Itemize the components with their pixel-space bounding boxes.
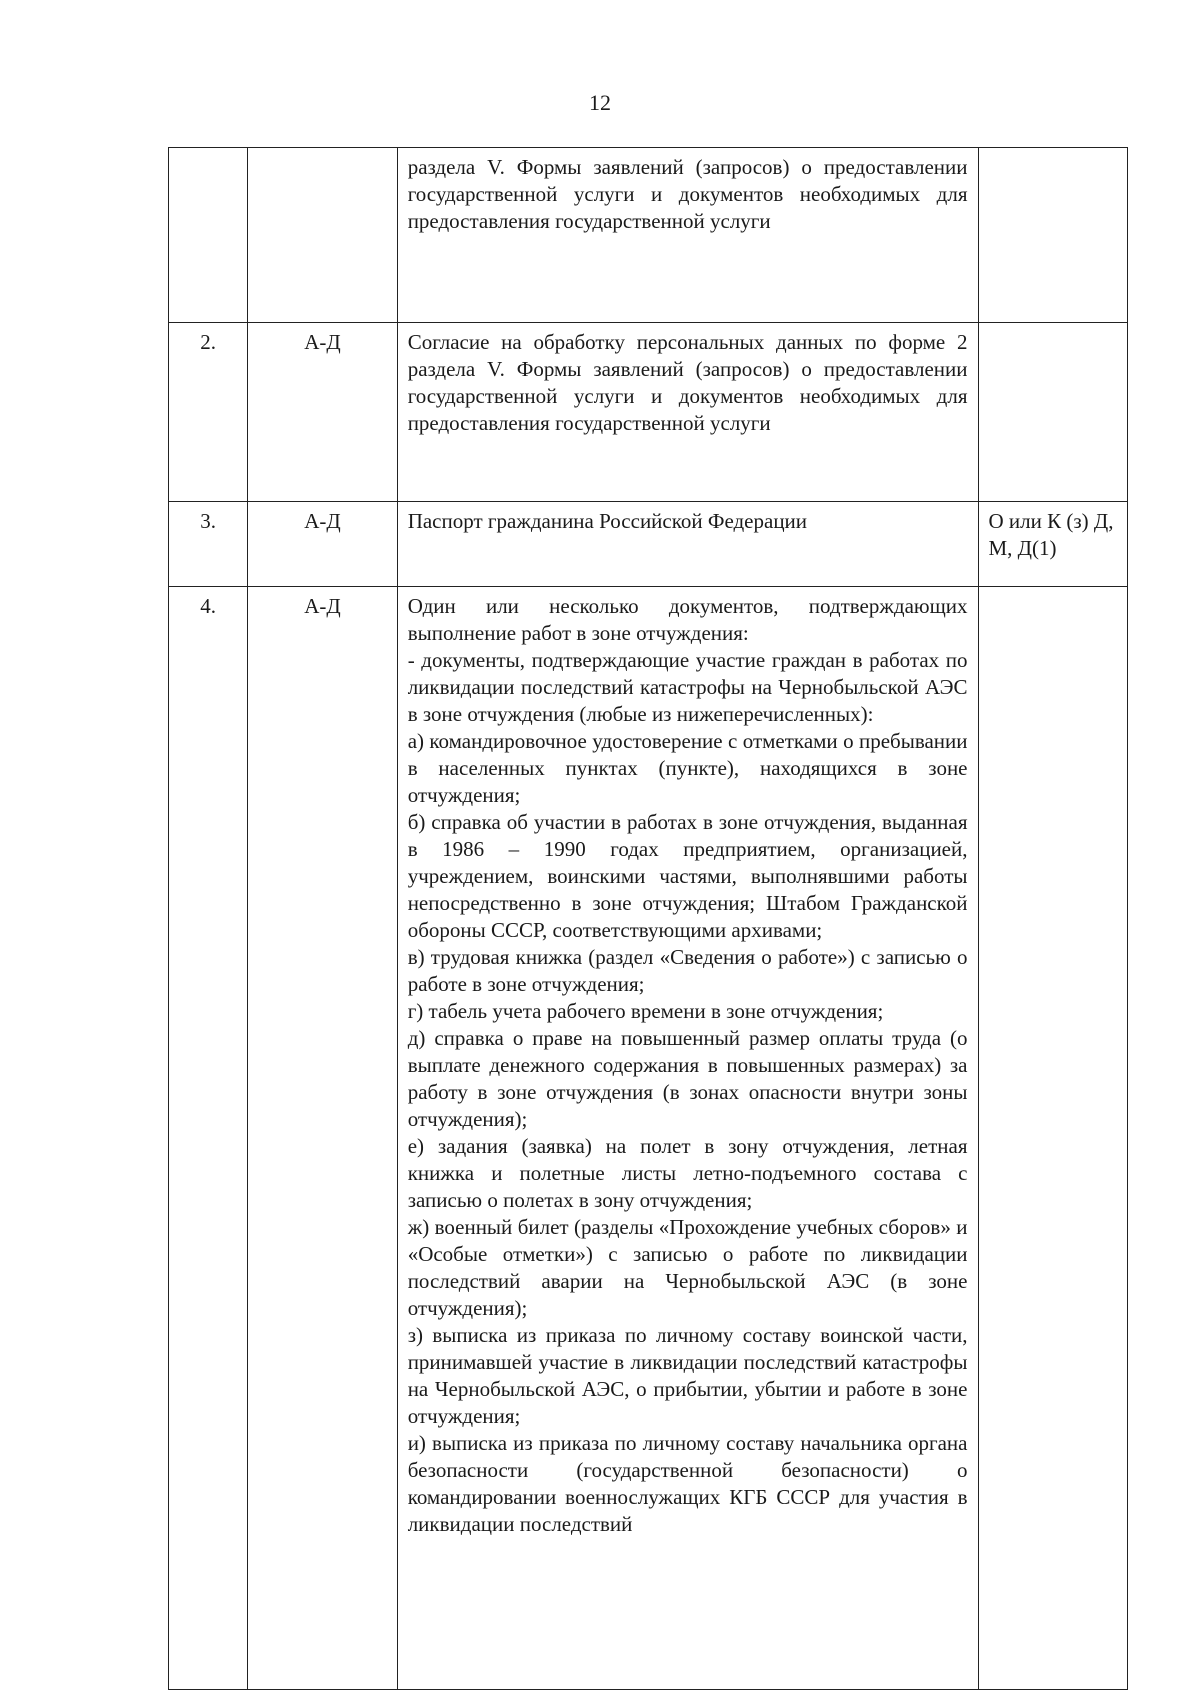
row-code: А-Д [248,323,397,502]
row-paragraph: - документы, подтверждающие участие граждан в работах по ликвидации последствий катастрофы на Чернобыльской АЭС в зоне отчуждения (любые из нижеперечисленных): [407,648,968,726]
table-row [169,587,1128,1690]
row-number: 4. [169,587,248,1690]
row-number: 3. [169,502,248,587]
table-row [169,502,1128,587]
row-document-text [397,587,978,1690]
row-paragraph: в) трудовая книжка (раздел «Сведения о работе») с записью о работе в зоне отчуждения; [407,945,968,996]
page-number: 12 [589,90,611,115]
row-number: 2. [169,323,248,502]
table-row [169,148,1128,323]
row-document-text [397,323,978,502]
row-paragraph: ж) военный билет (разделы «Прохождение учебных сборов» и «Особые отметки») с записью о работе по ликвидации последствий аварии на Чернобыльской АЭС (в зоне отчуждения); [407,1215,968,1320]
row-paragraph: и) выписка из приказа по личному составу начальника органа безопасности (государственной безопасности) о командировании военнослужащих КГБ СССР для участия в ликвидации последствий [407,1431,968,1536]
row-form: О или К (з) Д, М, Д(1) [978,502,1128,587]
row-document-text [397,502,978,587]
row-code: А-Д [248,587,397,1690]
row-paragraph: Согласие на обработку персональных данных по форме 2 раздела V. Формы заявлений (запросов) о предоставлении государственной услуги и документов необходимых для предоставления государственной услуги [407,330,968,435]
row-paragraph: б) справка об участии в работах в зоне отчуждения, выданная в 1986 – 1990 годах предприятием, организацией, учреждением, воинскими частями, выполнявшими работы непосредственно в зоне отчуждения; Штабом Гражданской обороны СССР, соответствующими архивами; [407,810,968,942]
row-form [978,587,1128,1690]
row-paragraph: Один или несколько документов, подтверждающих выполнение работ в зоне отчуждения: [407,594,968,645]
row-paragraph: раздела V. Формы заявлений (запросов) о предоставлении государственной услуги и документов необходимых для предоставления государственной услуги [407,155,968,233]
row-paragraph: з) выписка из приказа по личному составу воинской части, принимавшей участие в ликвидации последствий катастрофы на Чернобыльской АЭС, о прибытии, убытии и работе в зоне отчуждения; [407,1323,968,1428]
row-form [978,148,1128,323]
row-code [248,148,397,323]
table-row [169,323,1128,502]
row-paragraph: е) задания (заявка) на полет в зону отчуждения, летная книжка и полетные листы летно-подъемного состава с записью о полетах в зону отчуждения; [407,1134,968,1212]
row-paragraph: Паспорт гражданина Российской Федерации [407,509,808,533]
row-paragraph: г) табель учета рабочего времени в зоне отчуждения; [407,999,884,1023]
row-paragraph: а) командировочное удостоверение с отметками о пребывании в населенных пунктах (пункте), находящихся в зоне отчуждения; [407,729,968,807]
row-document-text [397,148,978,323]
row-code: А-Д [248,502,397,587]
row-form [978,323,1128,502]
documents-table [168,147,1128,1690]
row-number [169,148,248,323]
row-paragraph: д) справка о праве на повышенный размер оплаты труда (о выплате денежного содержания в повышенных размерах) за работу в зоне отчуждения (в зонах опасности внутри зоны отчуждения); [407,1026,968,1131]
